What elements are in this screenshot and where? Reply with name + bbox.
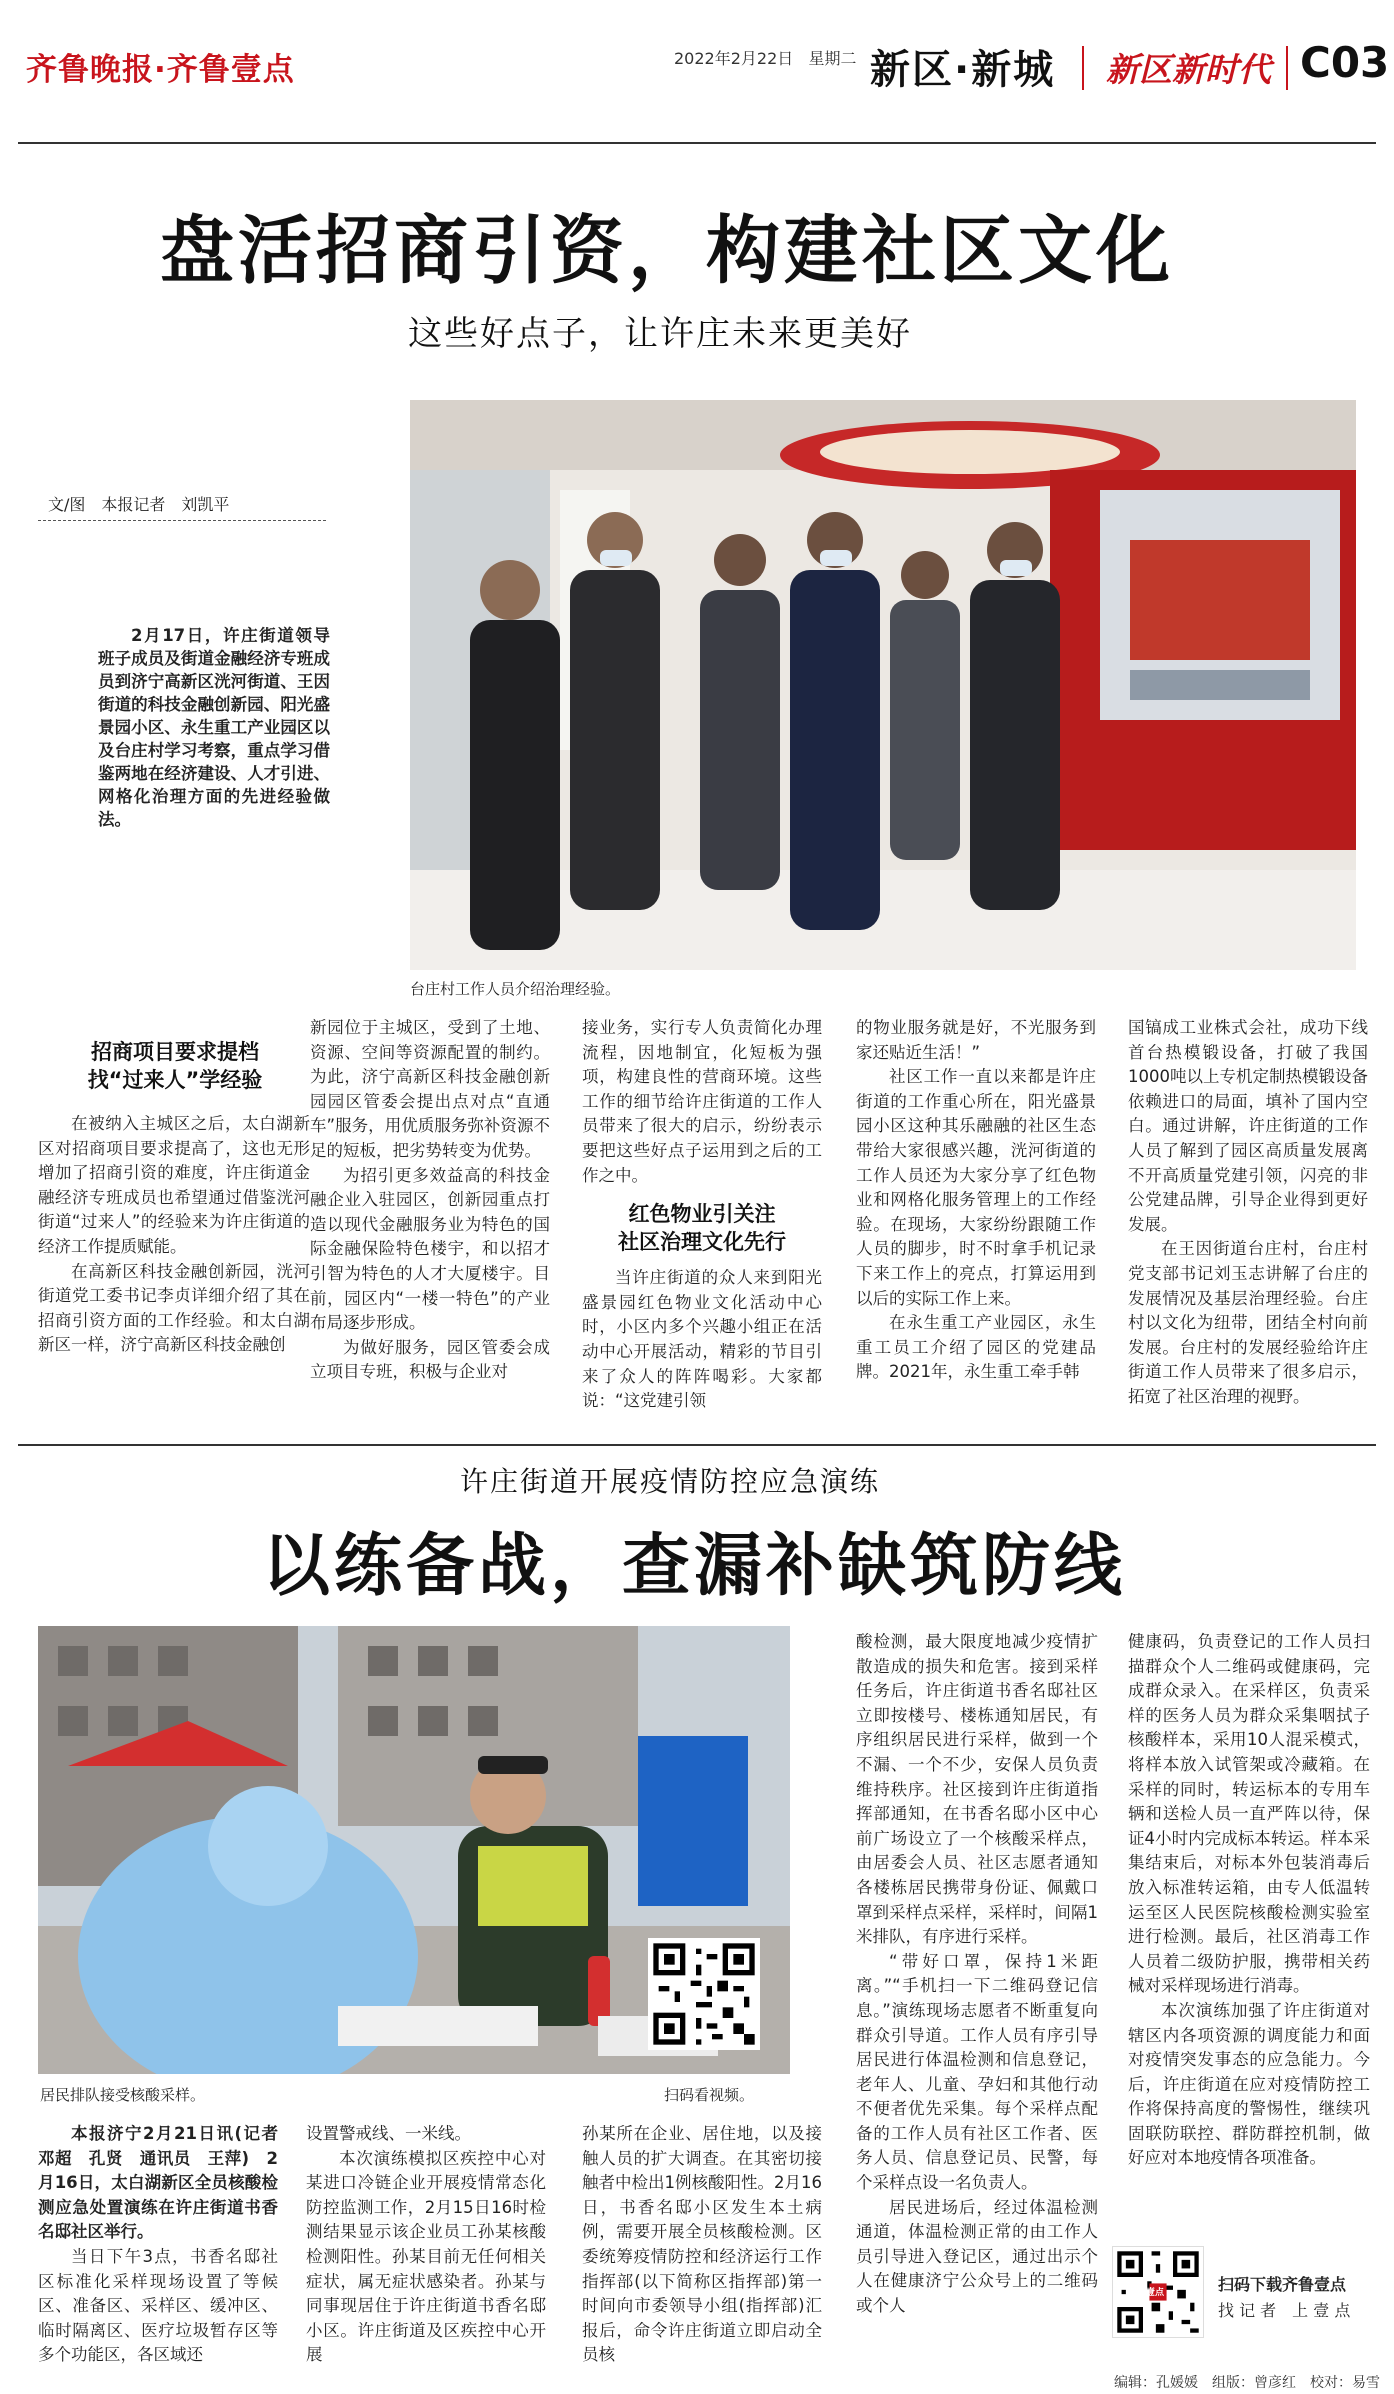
section-brand: 新区新时代 bbox=[1106, 50, 1271, 89]
story1-lead bbox=[98, 624, 330, 831]
story-divider bbox=[18, 1444, 1376, 1446]
app-download-qr[interactable] bbox=[1112, 2246, 1204, 2338]
story2-photo-caption: 居民排队接受核酸采样。 bbox=[40, 2086, 206, 2104]
paragraph: 新园位于主城区，受到了土地、资源、空间等资源配置的制约。为此，济宁高新区科技金融创新园园区管委会提出点对点“直通车”服务，用优质服务弥补资源不足的短板，把劣势转变为优势。 bbox=[310, 1018, 550, 1160]
paragraph: “带好口罩，保持1米距离。”“手机扫一下二维码登记信息。”演练现场志愿者不断重复向群众引导道。工作人员有序引导居民进行体温检测和信息登记，老年人、儿童、孕妇和其他行动不便者优先采集。每个采样点配备的工作人员有社区工作者、医务人员、信息登记员、民警，每个采样点设一名负责人。 bbox=[856, 1951, 1098, 2193]
story2-column-5 bbox=[1128, 1630, 1370, 2171]
story2-qr-caption: 扫码看视频。 bbox=[664, 2086, 755, 2104]
paragraph: 在高新区科技金融创新园，洸河街道党工委书记李贞详细介绍了其在招商引资方面的工作经验。和太白湖新区一样，济宁高新区科技金融创 bbox=[38, 1261, 310, 1355]
masthead-divider bbox=[1082, 46, 1084, 90]
issue-date bbox=[674, 46, 857, 69]
story1-column-5 bbox=[1128, 1016, 1368, 1410]
paragraph: 在被纳入主城区之后，太白湖新区对招商项目要求提高了，这也无形增加了招商引资的难度，许庄街道金融经济专班成员也希望通过借鉴洸河街道“过来人”的经验来为许庄街道的经济工作提质赋能。 bbox=[38, 1114, 310, 1256]
masthead-divider bbox=[1286, 46, 1288, 90]
app-qr-tag: 壹点 bbox=[1146, 2288, 1165, 2298]
story2-photo bbox=[38, 1626, 790, 2074]
section-title: 新区·新城 bbox=[870, 47, 1056, 93]
footer-credits: 编辑：孔媛媛 组版：曾彦红 校对：易雪 bbox=[1114, 2375, 1380, 2391]
story1-column-4 bbox=[856, 1016, 1096, 1385]
story2-column-3 bbox=[582, 2122, 822, 2368]
paragraph: 当日下午3点，书香名邸社区标准化采样现场设置了等候区、准备区、采样区、缓冲区、临时隔离区、医疗垃圾暂存区等多个功能区，各区域还 bbox=[38, 2246, 278, 2365]
story1-section2-heading-line2: 社区治理文化先行 bbox=[618, 1230, 786, 1255]
paragraph: 社区工作一直以来都是许庄街道的工作重心所在，阳光盛景园小区这种其乐融融的社区生态带给大家很感兴趣，洸河街道的工作人员还为大家分享了红色物业和网格化服务管理上的工作经验。在现场，大家纷纷跟随工作人员的脚步，时不时拿手机记录下来工作上的亮点，打算运用到以后的实际工作上来。 bbox=[856, 1067, 1096, 1308]
story1-section-heading-line2: 找“过来人”学经验 bbox=[87, 1068, 263, 1092]
paragraph: 在永生重工产业园区，永生重工员工介绍了园区的党建品牌。2021年，永生重工牵手韩 bbox=[856, 1313, 1096, 1382]
paragraph: 居民进场后，经过体温检测通道，体温检测正常的由工作人员引导进入登记区，通过出示个人在健康济宁公众号上的二维码或个人 bbox=[856, 2197, 1098, 2316]
story1-column-1 bbox=[38, 1112, 310, 1358]
story1-headline: 盘活招商引资，构建社区文化 bbox=[160, 208, 1174, 294]
story1-column-3 bbox=[582, 1016, 822, 1414]
story1-photo bbox=[410, 400, 1356, 970]
paragraph: 健康码，负责登记的工作人员扫描群众个人二维码或健康码，完成群众录入。在采样区，负责采样的医务人员为群众采集咽拭子核酸样本，采用10人混采模式，将样本放入试管架或冷藏箱。在采样的同时，转运标本的专用车辆和送检人员一直严阵以待，保证4小时内完成标本转运。样本采集结束后，对标本外包装消毒后放入标准转运箱，由专人低温转运至区人民医院核酸检测实验室进行检测。最后，社区消毒工作人员着二级防护服，携带相关药械对采样现场进行消毒。 bbox=[1128, 1632, 1370, 1996]
paragraph: 为做好服务，园区管委会成立项目专班，积极与企业对 bbox=[310, 1337, 550, 1382]
story2-column-4 bbox=[856, 1630, 1098, 2319]
story1-subheadline: 这些好点子，让许庄未来更美好 bbox=[408, 314, 912, 354]
paragraph: 设置警戒线、一米线。 bbox=[306, 2124, 471, 2143]
app-promo-line1: 扫码下载齐鲁壹点 bbox=[1218, 2275, 1347, 2294]
page-number: C03 bbox=[1300, 38, 1390, 87]
story1-section-heading bbox=[40, 1038, 310, 1094]
qr-code-icon bbox=[648, 1938, 760, 2050]
paragraph: 为招引更多效益高的科技金融企业入驻园区，创新园重点打造以现代金融服务业为特色的国际金融保险特色楼宇，和以招才引智为特色的人才大厦楼宇。目前，园区内“一楼一特色”的产业布局逐步形成。 bbox=[310, 1165, 550, 1333]
byline-rule bbox=[38, 520, 326, 521]
paragraph: 国镐成工业株式会社，成功下线首台热模锻设备，打破了我国1000吨以上专机定制热模锻设备依赖进口的局面，填补了国内空白。通过讲解，许庄街道的工作人员了解到了园区高质量发展离不开高质量党建引领，闪亮的非公党建品牌，引导企业得到更好发展。 bbox=[1128, 1018, 1368, 1234]
story1-section2-heading-line1: 红色物业引关注 bbox=[628, 1202, 776, 1227]
story2-column-1 bbox=[38, 2122, 295, 2368]
paragraph: 本次演练模拟区疾控中心对某进口冷链企业开展疫情常态化防控监测工作，2月15日16时检测结果显示该企业员工孙某核酸检测阳性。孙某目前无任何相关症状，属无症状感染者。孙某与同事现居住于许庄街道书香名邸小区。许庄街道及区疾控中心开展 bbox=[306, 2148, 546, 2365]
newspaper-brand: 齐鲁晚报·齐鲁壹点 bbox=[26, 52, 295, 88]
paragraph: 的物业服务就是好，不光服务到家还贴近生活！” bbox=[856, 1018, 1096, 1062]
paragraph: 本次演练加强了许庄街道对辖区内各项资源的调度能力和面对疫情突发事态的应急能力。今后，许庄街道在应对疫情防控工作将保持高度的警惕性，继续巩固联防联控、群防群控机制，做好应对本地疫情各项准备。 bbox=[1128, 2000, 1370, 2168]
paragraph: 孙某所在企业、居住地，以及接触人员的扩大调查。在其密切接触者中检出1例核酸阳性。2月16日，书香名邸小区发生本土病例，需要开展全员核酸检测。区委统筹疫情防控和经济运行工作指挥部(以下简称区指挥部)第一时间向市委领导小组(指挥部)汇报后，命令许庄街道立即启动全员核 bbox=[582, 2124, 822, 2365]
masthead-rule bbox=[18, 142, 1376, 144]
story2-column-2 bbox=[306, 2122, 546, 2368]
story1-lead-text: 2月17日，许庄街道领导班子成员及街道金融经济专班成员到济宁高新区洸河街道、王因街道的科技金融创新园、阳光盛景园小区、永生重工产业园区以及台庄村学习考察，重点学习借鉴两地在经济建设、人才引进、网格化治理方面的先进经验做法。 bbox=[98, 626, 330, 829]
app-promo-line2: 找 记 者 上 壹 点 bbox=[1218, 2301, 1351, 2320]
issue-weekday: 星期二 bbox=[808, 49, 857, 68]
story1-photo-caption: 台庄村工作人员介绍治理经验。 bbox=[410, 980, 621, 998]
story2-headline: 以练备战，查漏补缺筑防线 bbox=[262, 1526, 1127, 1606]
story1-column-2 bbox=[310, 1016, 550, 1385]
exhibition-hall-photo bbox=[410, 400, 1356, 970]
issue-date-text: 2022年2月22日 bbox=[674, 49, 794, 68]
paragraph: 在王因街道台庄村，台庄村党支部书记刘玉志讲解了台庄的发展情况及基层治理经验。台庄村以文化为纽带，团结全村向前发展。台庄村的发展经验给许庄街道工作人员带来了很多启示，拓宽了社区治理的视野。 bbox=[1128, 1239, 1368, 1406]
story2-kicker: 许庄街道开展疫情防控应急演练 bbox=[460, 1465, 881, 1498]
story1-byline: 文/图 本报记者 刘凯平 bbox=[48, 495, 230, 514]
paragraph: 接业务，实行专人负责简化办理流程，因地制宜，化短板为强项，构建良性的营商环境。这些工作的细节给许庄街道的工作人员带来了很大的启示，纷纷表示要把这些好点子运用到之后的工作之中。 bbox=[582, 1018, 822, 1185]
story1-section2-heading bbox=[582, 1200, 822, 1256]
story1-section-heading-line1: 招商项目要求提档 bbox=[91, 1040, 259, 1064]
paragraph: 当许庄街道的众人来到阳光盛景园红色物业文化活动中心时，小区内多个兴趣小组正在活动中心开展活动，精彩的节目引来了众人的阵阵喝彩。大家都说：“这党建引领 bbox=[582, 1268, 822, 1411]
paragraph: 本报济宁2月21日讯(记者 邓超 孔贤 通讯员 王萍) 2月16日，太白湖新区全员核酸检测应急处置演练在许庄街道书香名邸社区举行。 bbox=[38, 2124, 295, 2242]
paragraph: 酸检测，最大限度地减少疫情扩散造成的损失和危害。接到采样任务后，许庄街道书香名邸社区立即按楼号、楼栋通知居民，有序组织居民进行采样，做到一个不漏、一个不少，安保人员负责维持秩序。社区接到许庄街道指挥部通知，在书香名邸小区中心前广场设立了一个核酸采样点，由居委会人员、社区志愿者通知各楼栋居民携带身份证、佩戴口罩到采样点采样，采样时，间隔1米排队，有序进行采样。 bbox=[856, 1632, 1098, 1947]
video-qr-code[interactable] bbox=[648, 1938, 760, 2050]
